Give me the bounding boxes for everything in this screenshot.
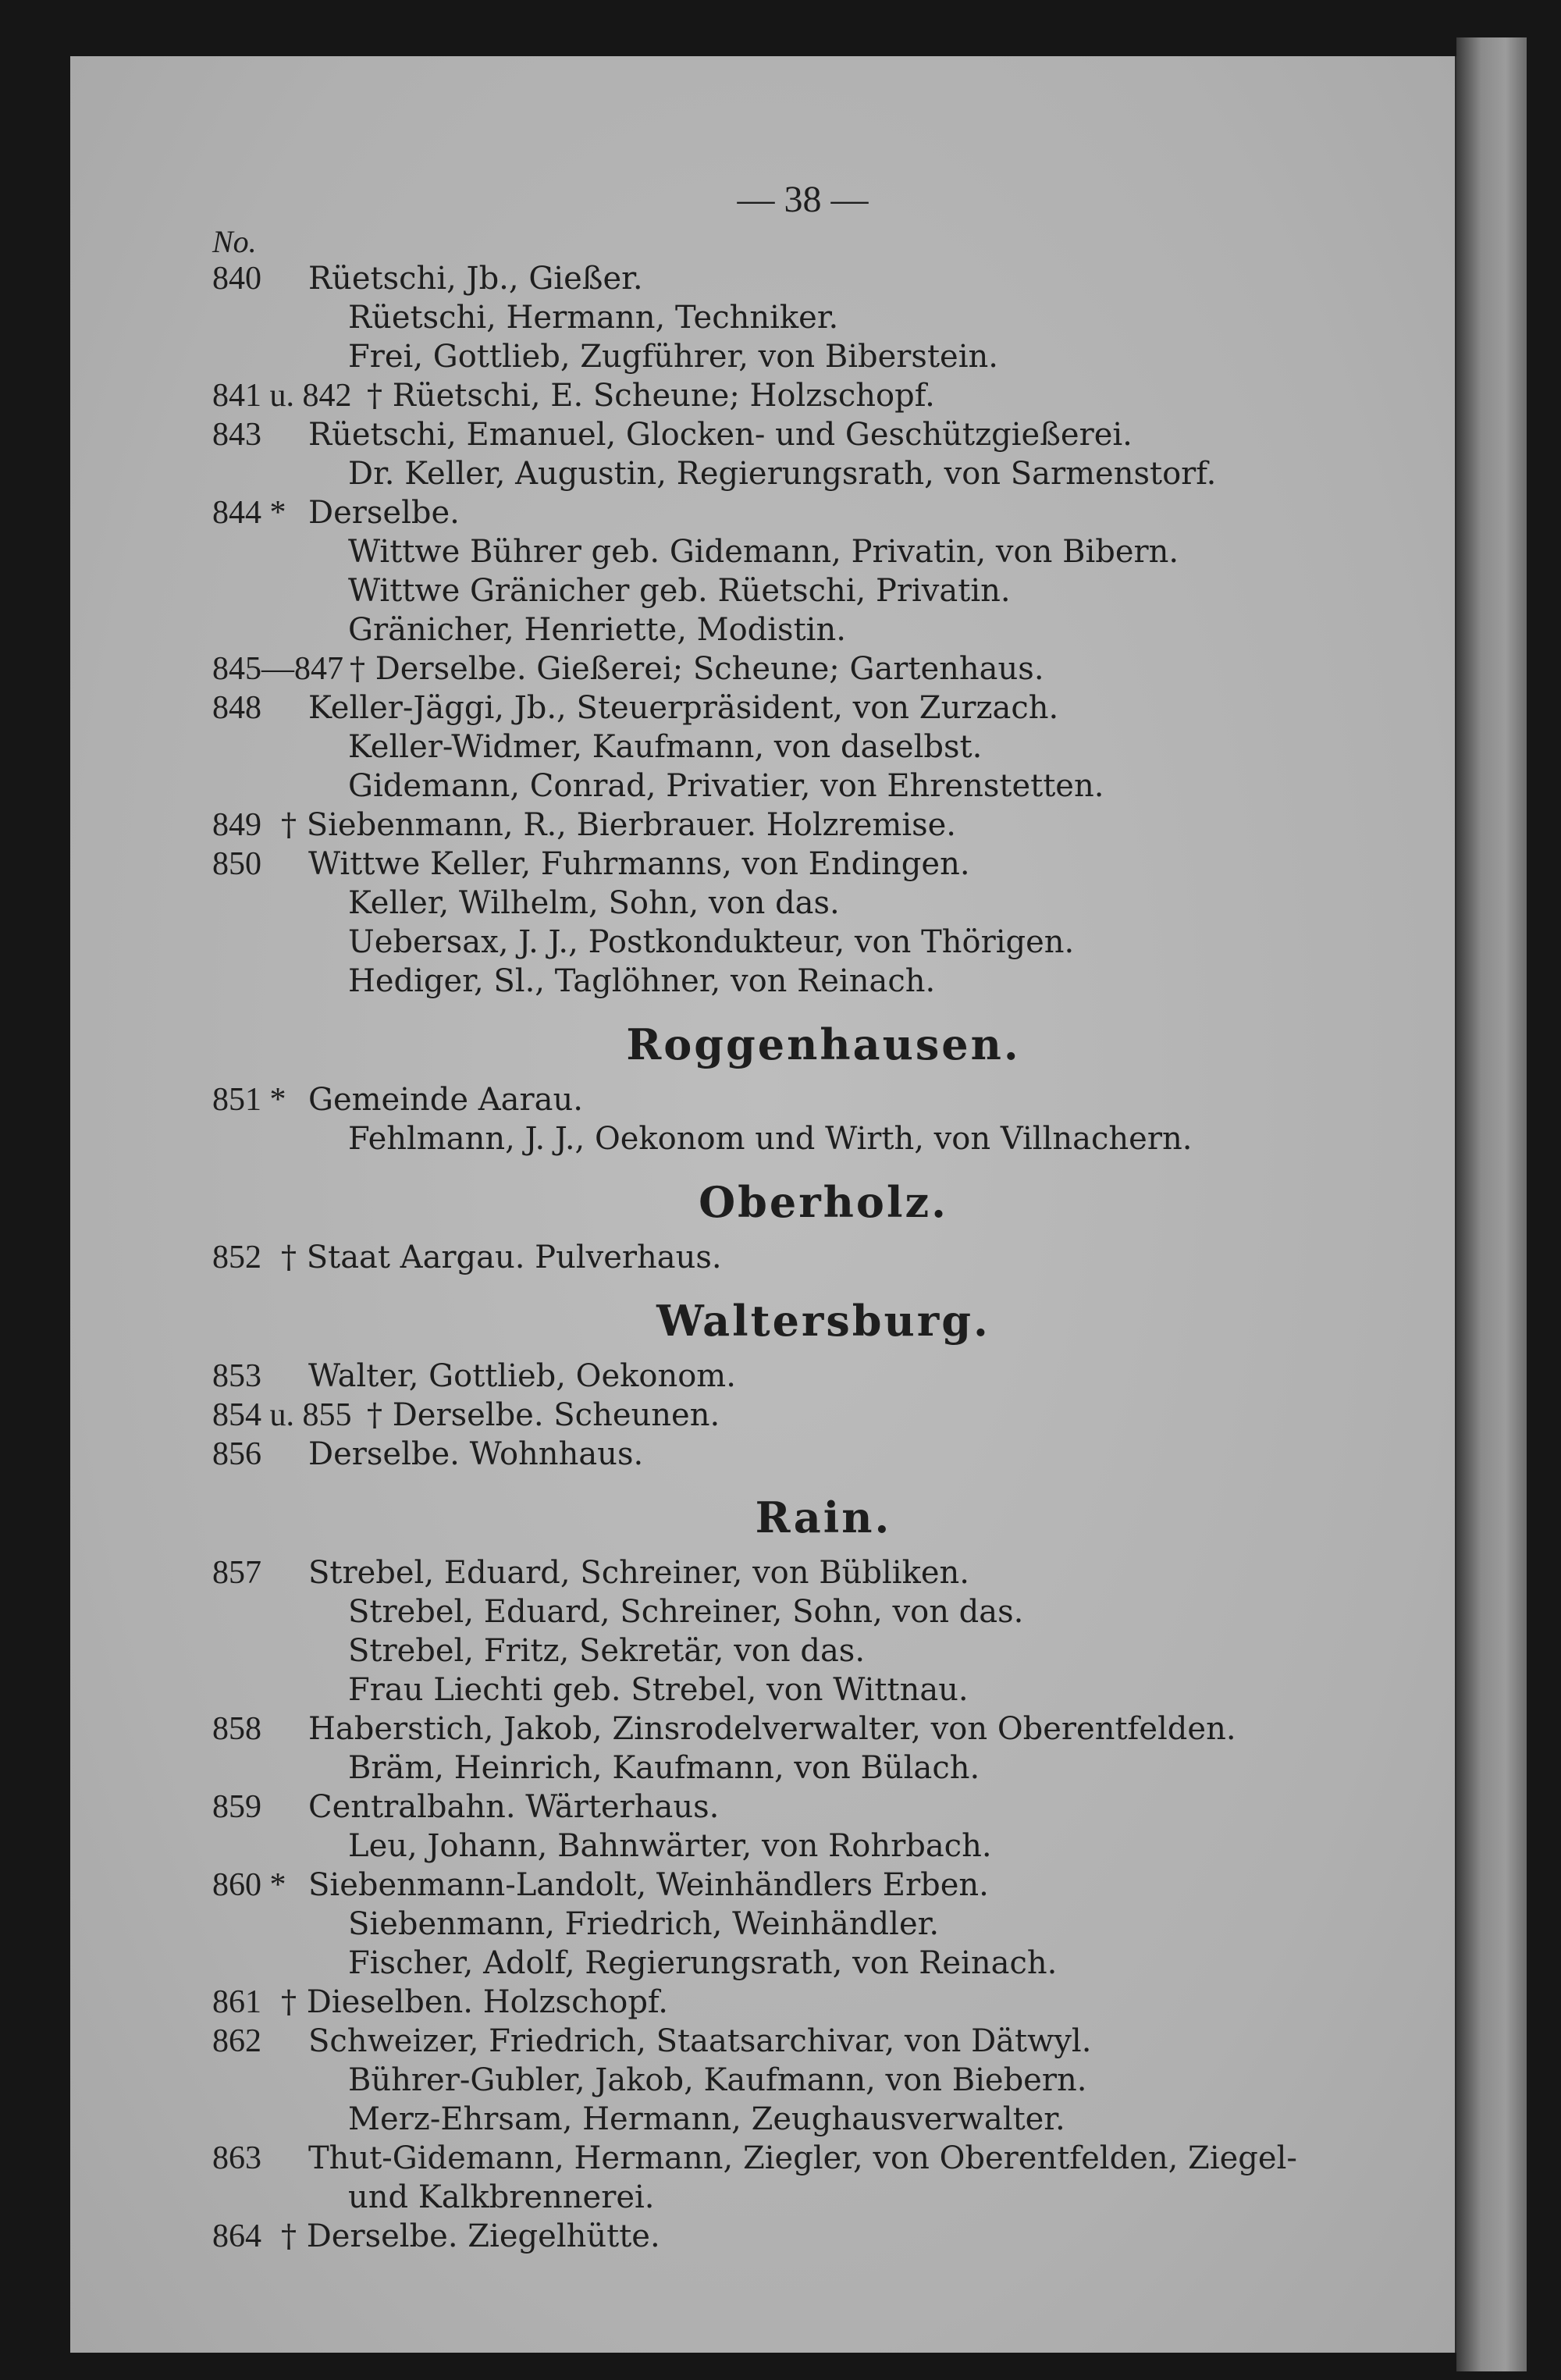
entry-text: Wittwe Gränicher geb. Rüetschi, Privatin. [348,573,1011,609]
entry-text: Gränicher, Henriette, Modistin. [348,612,846,648]
entry-text: Keller-Widmer, Kaufmann, von daselbst. [348,729,983,765]
entry-line [0,259,1561,298]
entry-number: 860 * [212,1867,286,1903]
entry-text: Gemeinde Aarau. [308,1082,583,1118]
entry-line [0,415,1561,454]
entry-text: Frei, Gottlieb, Zugführer, von Biberstein. [348,339,998,375]
entry-number: 852 [212,1240,261,1275]
entry-number: 841 u. 842 [212,378,352,414]
entry-number: 845—847 [212,651,343,687]
entry-number: 856 [212,1436,261,1472]
entry-line [0,1670,1561,1709]
entry-text: † Dieselben. Holzschopf. [281,1984,669,2020]
entry-text: Wittwe Keller, Fuhrmanns, von Endingen. [308,846,970,882]
entry-line [0,376,1561,415]
entry-line [0,1357,1561,1396]
section-heading: Oberholz. [699,1177,948,1227]
entry-number: 858 [212,1711,261,1747]
entry-text: Bräm, Heinrich, Kaufmann, von Bülach. [348,1750,980,1786]
section-heading: Rain. [755,1492,892,1542]
entry-line [0,1435,1561,1474]
entry-number: 861 [212,1984,261,2020]
entry-text: Frau Liechti geb. Strebel, von Wittnau. [348,1672,969,1708]
entry-line [0,767,1561,806]
entry-line [0,1396,1561,1435]
entry-text: Keller-Jäggi, Jb., Steuerpräsident, von Zurzach. [308,690,1059,726]
entry-line [0,454,1561,493]
entry-text: † Rüetschi, E. Scheune; Holzschopf. [367,378,935,414]
page-number: — 38 — [737,179,869,220]
section-heading: Waltersburg. [656,1296,990,1346]
entry-text: Haberstich, Jakob, Zinsrodelverwalter, von Oberentfelden. [308,1711,1236,1747]
entry-text: Merz-Ehrsam, Hermann, Zeughausverwalter. [348,2101,1065,2137]
entry-text: Leu, Johann, Bahnwärter, von Rohrbach. [348,1828,992,1864]
entry-text: Strebel, Fritz, Sekretär, von das. [348,1633,866,1669]
entry-line [0,1238,1561,1277]
entry-text: Rüetschi, Hermann, Techniker. [348,300,839,336]
number-column-header: No. [212,224,257,259]
entry-line [0,2061,1561,2100]
entry-text: Thut-Gidemann, Hermann, Ziegler, von Oberentfelden, Ziegel- [308,2140,1297,2176]
entry-text: Siebenmann-Landolt, Weinhändlers Erben. [308,1867,989,1903]
entry-text: Derselbe. [308,495,460,531]
entry-line [0,1827,1561,1866]
entry-text: Derselbe. Wohnhaus. [308,1436,644,1472]
entry-number: 863 [212,2140,261,2176]
entry-line [0,2100,1561,2139]
entry-text: † Derselbe. Scheunen. [367,1397,720,1433]
entry-line [0,2022,1561,2061]
entry-text: Schweizer, Friedrich, Staatsarchivar, von Dätwyl. [308,2023,1092,2059]
entry-text: Bührer-Gubler, Jakob, Kaufmann, von Biebern. [348,2062,1087,2098]
entry-line [0,1709,1561,1749]
entry-text: Keller, Wilhelm, Sohn, von das. [348,885,840,921]
entry-text: † Derselbe. Ziegelhütte. [281,2218,660,2254]
entry-line [0,884,1561,923]
entry-number: 844 * [212,495,286,531]
entry-text: † Staat Aargau. Pulverhaus. [281,1240,722,1275]
entry-line [0,1983,1561,2022]
entry-line [0,649,1561,688]
entry-text: Dr. Keller, Augustin, Regierungsrath, von Sarmenstorf. [348,456,1217,492]
entry-text: Gidemann, Conrad, Privatier, von Ehrenstetten. [348,768,1104,804]
entry-number: 843 [212,417,261,453]
entry-line [0,337,1561,376]
entry-line [0,728,1561,767]
entry-line [0,571,1561,610]
entry-line [0,298,1561,337]
entry-text: Rüetschi, Emanuel, Glocken- und Geschützgießerei. [308,417,1133,453]
entry-number: 859 [212,1789,261,1825]
entry-number: 864 [212,2218,261,2254]
entry-line [0,1631,1561,1670]
entry-line [0,2139,1561,2178]
entry-line [0,610,1561,649]
entry-text: Walter, Gottlieb, Oekonom. [308,1358,736,1394]
entry-number: 853 [212,1358,261,1394]
entry-text: Fehlmann, J. J., Oekonom und Wirth, von Villnachern. [348,1121,1193,1157]
entry-text: Strebel, Eduard, Schreiner, Sohn, von das. [348,1594,1024,1630]
entry-text: Siebenmann, Friedrich, Weinhändler. [348,1906,940,1942]
entry-number: 840 [212,261,261,297]
entry-line [0,688,1561,728]
entry-text: Rüetschi, Jb., Gießer. [308,261,643,297]
entry-line [0,2217,1561,2256]
entry-number: 848 [212,690,261,726]
entry-number: 862 [212,2023,261,2059]
entry-line [0,1119,1561,1158]
section-heading: Roggenhausen. [626,1019,1021,1069]
entry-line [0,1788,1561,1827]
entry-line [0,923,1561,962]
entry-number: 854 u. 855 [212,1397,352,1433]
entry-line [0,1749,1561,1788]
entry-line [0,845,1561,884]
entry-number: 850 [212,846,261,882]
entry-text: Hediger, Sl., Taglöhner, von Reinach. [348,963,936,999]
entry-line [0,493,1561,532]
register-entries [0,259,1561,2256]
entry-line [0,1866,1561,1905]
entry-number: 857 [212,1555,261,1591]
entry-line [0,1553,1561,1592]
entry-line [0,2178,1561,2217]
entry-text: Strebel, Eduard, Schreiner, von Bübliken. [308,1555,969,1591]
entry-line [0,1080,1561,1119]
entry-line [0,1592,1561,1631]
entry-line [0,962,1561,1001]
entry-text: Centralbahn. Wärterhaus. [308,1789,720,1825]
entry-line [0,1944,1561,1983]
entry-line [0,806,1561,845]
entry-text: † Siebenmann, R., Bierbrauer. Holzremise. [281,807,957,843]
entry-text: Uebersax, J. J., Postkondukteur, von Thörigen. [348,924,1075,960]
entry-text: Fischer, Adolf, Regierungsrath, von Reinach. [348,1945,1058,1981]
entry-text: † Derselbe. Gießerei; Scheune; Gartenhaus. [350,651,1044,687]
entry-line [0,532,1561,571]
entry-text: und Kalkbrennerei. [348,2179,655,2215]
entry-text: Wittwe Bührer geb. Gidemann, Privatin, von Bibern. [348,534,1179,570]
entry-line [0,1905,1561,1944]
entry-number: 849 [212,807,261,843]
entry-number: 851 * [212,1082,286,1118]
